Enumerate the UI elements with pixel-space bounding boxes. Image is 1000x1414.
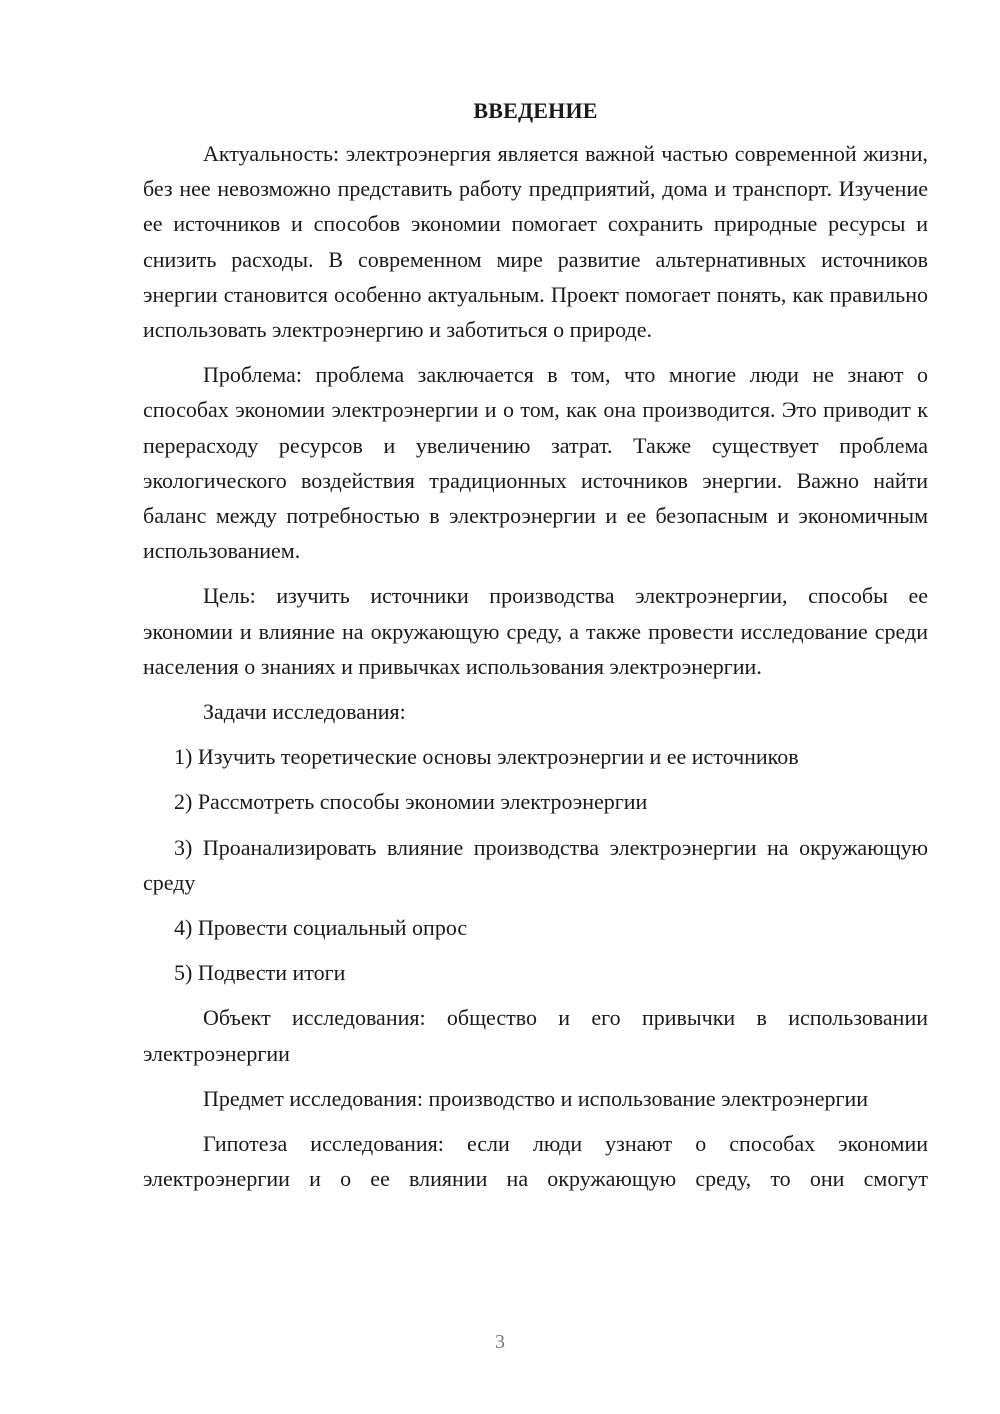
document-page — [143, 93, 928, 1206]
paragraph-object: Объект исследования: общество и его привычки в использовании электроэнергии — [143, 1005, 928, 1066]
list-item: 1) Изучить теоретические основы электроэнергии и ее источников — [174, 744, 799, 770]
tasks-list — [143, 739, 928, 990]
paragraph-subject: Предмет исследования: производство и использование электроэнергии — [203, 1085, 869, 1111]
section-title: ВВЕДЕНИЕ — [473, 98, 598, 123]
list-item: 3) Проанализировать влияние производства электроэнергии на окружающую среду — [143, 834, 928, 895]
paragraph-goal: Цель: изучить источники производства электроэнергии, способы ее экономии и влияние на окружающую среду, а также провести исследование среди населения о знаниях и привычках использования электроэнергии. — [143, 583, 928, 679]
list-item: 5) Подвести итоги — [174, 960, 346, 986]
tasks-heading: Задачи исследования: — [203, 699, 406, 725]
paragraph-relevance: Актуальность: электроэнергия является важной частью современной жизни, без нее невозможно представить работу предприятий, дома и транспорт. Изучение ее источников и способов экономии помогает сохранить природные ресурсы и снизить расходы. В современном мире развитие альтернативных источников энергии становится особенно актуальным. Проект помогает понять, как правильно использовать электроэнергию и заботиться о природе. — [143, 141, 928, 343]
page-number: 3 — [495, 1331, 505, 1353]
paragraph-hypothesis: Гипотеза исследования: если люди узнают о способах экономии электроэнергии и о ее влиянии на окружающую среду, то они смогут — [143, 1131, 928, 1192]
paragraph-problem: Проблема: проблема заключается в том, что многие люди не знают о способах экономии электроэнергии и о том, как она производится. Это приводит к перерасходу ресурсов и увеличению затрат. Также существует проблема экологического воздействия традиционных источников энергии. Важно найти баланс между потребностью в электроэнергии и ее безопасным и экономичным использованием. — [143, 362, 928, 564]
list-item: 2) Рассмотреть способы экономии электроэнергии — [174, 789, 648, 815]
list-item: 4) Провести социальный опрос — [174, 915, 468, 941]
